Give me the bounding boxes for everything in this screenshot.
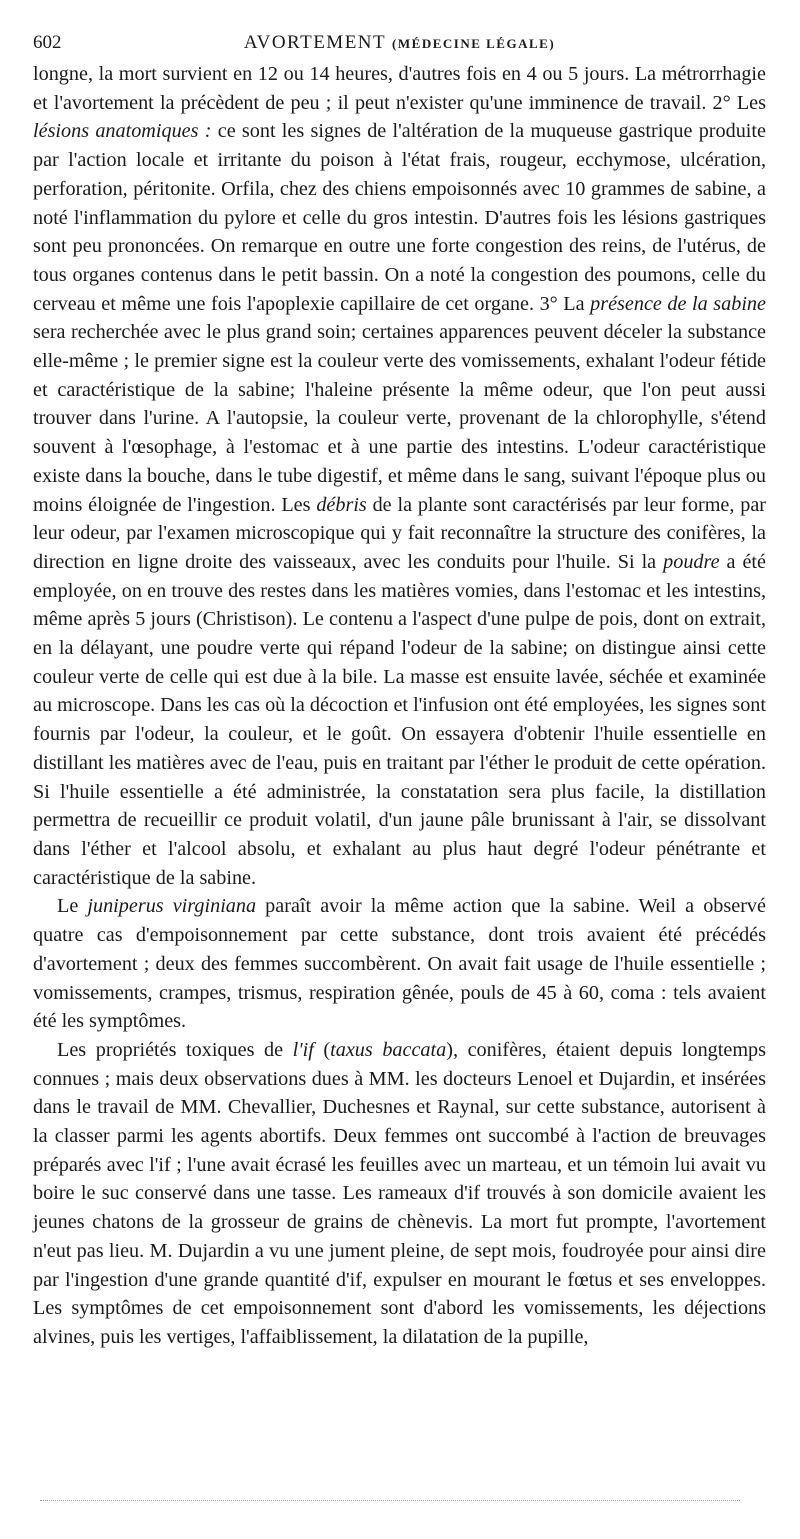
text-segment: a été employée, on en trouve des restes dans les matières vomies, dans l'estomac et les intestins, même après 5 jours (Christison). Le contenu a l'aspect d'une pulpe de pois, dont on extrait, en la délayant, une poudre verte qui répand l'odeur de la sabine; on distingue ainsi cette couleur verte de celle qui est due à la bile. La masse est ensuite lavée, séchée et examinée au microscope. Dans les cas où la décoction et l'infusion ont été employées, les signes sont fournis par l'odeur, la couleur, et le goût. On essayera d'obtenir l'huile essentielle en distillant les matières avec de l'eau, puis en traitant par l'éther le produit de cette opération. Si l'huile essentielle a été administrée, la constatation sera plus facile, la distillation permettra de recueillir ce produit volatil, d'un jaune pâle brunissant à l'air, se dissolvant dans l'éther et l'alcool absolu, et exhalant au plus haut degré l'odeur pénétrante et caractéristique de la sabine. bbox=[33, 550, 767, 889]
text-segment: sera recherchée avec le plus grand soin; certaines apparences peuvent déceler la substance elle-même ; le premier signe est la couleur verte des vomissements, exhalant l'odeur fétide et caractéristique de la sabine; l'haleine présente la même odeur, que l'on peut aussi trouver dans l'urine. A l'autopsie, la couleur verte, provenant de la chlorophylle, s'étend souvent à l'œsophage, à l'estomac et à une partie des intestins. L'odeur caractéristique existe dans la bouche, dans le tube digestif, et même dans le sang, suivant l'époque plus ou moins éloignée de l'ingestion. Les bbox=[33, 321, 766, 516]
book-page bbox=[33, 30, 766, 1352]
running-title-main: AVORTEMENT bbox=[243, 32, 386, 53]
italic-text: lésions anatomiques : bbox=[33, 120, 212, 143]
text-segment: ( bbox=[313, 1038, 331, 1061]
paragraph bbox=[33, 892, 766, 1036]
italic-text: juniperus virginiana bbox=[87, 895, 257, 918]
text-segment: ), conifères, étaient depuis longtemps connues ; mais deux observations dues à MM. les docteurs Lenoel et Dujardin, et insérées dans le travail de MM. Chevallier, Duchesnes et Raynal, sur cette substance, autorisent à la classer parmi les agents abortifs. Deux femmes ont succombé à l'action de breuvages préparés avec l'if ; l'une avait écrasé les feuilles avec un marteau, et un témoin lui avait vu boire le suc conservé dans une tasse. Les rameaux d'if trouvés à son domicile avaient les jeunes chatons de la grosseur de grains de chènevis. La mort fut prompte, l'avortement n'eut pas lieu. M. Dujardin a vu une jument pleine, de sept mois, foudroyée pour ainsi dire par l'ingestion d'une grande quantité d'if, expulser en mourant le fœtus et ses enveloppes. Les symptômes de cet empoisonnement sont d'abord les vomissements, les déjections alvines, puis les vertiges, l'affaiblissement, la dilatation de la pupille, bbox=[33, 1038, 766, 1348]
body-text bbox=[33, 60, 766, 1352]
paragraph bbox=[33, 60, 766, 892]
text-segment: paraît avoir la même action que la sabine. Weil a observé quatre cas d'empoisonnement par cette substance, dont trois avaient été précédés d'avortement ; deux des femmes succombèrent. On avait fait usage de l'huile essentielle ; vomissements, crampes, trismus, respiration gênée, pouls de 45 à 60, coma : tels avaient été les symptômes. bbox=[33, 895, 766, 1033]
text-segment: Les propriétés toxiques de bbox=[57, 1038, 293, 1061]
running-title bbox=[33, 32, 766, 54]
italic-text: débris bbox=[316, 493, 367, 516]
paragraph bbox=[33, 1036, 766, 1352]
running-title-sub: (MÉDECINE LÉGALE) bbox=[392, 36, 556, 51]
footer-rule bbox=[40, 1500, 740, 1502]
page-number: 602 bbox=[33, 32, 62, 53]
italic-text: l'if bbox=[292, 1038, 314, 1061]
italic-text: présence de la sabine bbox=[590, 292, 766, 315]
text-segment: Le bbox=[57, 895, 88, 918]
italic-text: taxus baccata bbox=[330, 1038, 447, 1061]
running-header bbox=[33, 30, 766, 60]
text-segment: de la plante sont caractérisés par leur forme, par leur odeur, par l'examen microscopique qui y fait reconnaître la structure des conifères, la direction en ligne droite des vaisseaux, avec les conduits pour l'huile. Si la bbox=[33, 493, 766, 573]
text-segment: ce sont les signes de l'altération de la muqueuse gastrique produite par l'action locale et irritante du poison à l'état frais, rougeur, ecchymose, ulcération, perforation, péritonite. Orfila, chez des chiens empoisonnés avec 10 grammes de sabine, a noté l'inflammation du pylore et celle du gros intestin. D'autres fois les lésions gastriques sont peu prononcées. On remarque en outre une forte congestion des reins, de l'utérus, de tous organes contenus dans le petit bassin. On a noté la congestion des poumons, celle du cerveau et même une fois l'apoplexie capillaire de cet organe. 3° La bbox=[33, 120, 766, 315]
text-segment: longne, la mort survient en 12 ou 14 heures, d'autres fois en 4 ou 5 jours. La métrorrhagie et l'avortement la précèdent de peu ; il peut n'exister qu'une imminence de travail. 2° Les bbox=[33, 63, 766, 114]
italic-text: poudre bbox=[663, 550, 720, 573]
